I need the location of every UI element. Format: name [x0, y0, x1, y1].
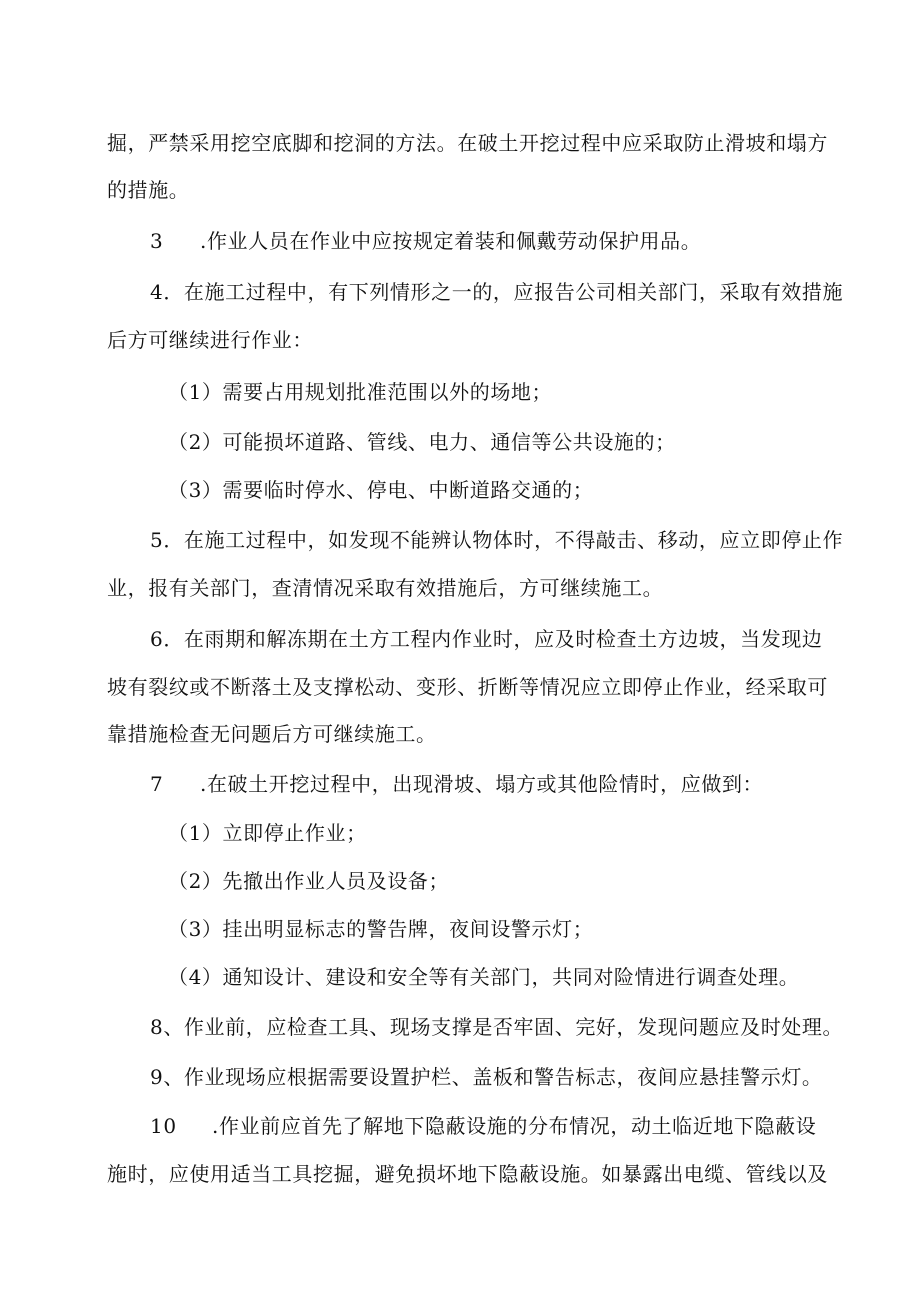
item-number: 3	[150, 229, 164, 253]
sub-item: （1）立即停止作业；	[168, 821, 367, 845]
paragraph-line: 坡有裂纹或不断落土及支撑松动、变形、折断等情况应立即停止作业，经采取可	[107, 675, 828, 699]
sub-item: （2）先撤出作业人员及设备；	[168, 869, 450, 893]
list-item-10	[150, 1113, 865, 1139]
list-item-6: 6．在雨期和解冻期在土方工程内作业时，应及时检查土方边坡，当发现边	[150, 627, 823, 651]
paragraph-line: 施时，应使用适当工具挖掘，避免损坏地下隐蔽设施。如暴露出电缆、管线以及	[107, 1162, 828, 1186]
item-number: 7	[150, 772, 164, 796]
sub-item: （2）可能损坏道路、管线、电力、通信等公共设施的；	[168, 430, 676, 454]
sub-item: （3）挂出明显标志的警告牌，夜间设警示灯；	[168, 917, 594, 941]
paragraph-line: 的措施。	[107, 178, 190, 202]
list-item-9: 9、作业现场应根据需要设置护栏、盖板和警告标志，夜间应悬挂警示灯。	[150, 1065, 823, 1089]
item-number: 10	[150, 1114, 177, 1138]
item-text: .作业人员在作业中应按规定着装和佩戴劳动保护用品。	[200, 229, 702, 253]
list-item-7	[150, 771, 865, 797]
paragraph-line: 靠措施检查无问题后方可继续施工。	[107, 722, 437, 746]
sub-item: （1）需要占用规划批准范围以外的场地；	[168, 380, 553, 404]
list-item-4: 4．在施工过程中，有下列情形之一的，应报告公司相关部门，采取有效措施	[150, 280, 844, 304]
paragraph-line: 后方可继续进行作业：	[107, 328, 313, 352]
item-text: .在破土开挖过程中，出现滑坡、塌方或其他险情时，应做到：	[200, 772, 764, 796]
list-item-5: 5．在施工过程中，如发现不能辨认物体时，不得敲击、移动，应立即停止作	[150, 528, 844, 552]
list-item-8: 8、作业前，应检查工具、现场支撑是否牢固、完好，发现问题应及时处理。	[150, 1015, 844, 1039]
list-item-3	[150, 228, 865, 254]
paragraph-line: 业，报有关部门，查清情况采取有效措施后，方可继续施工。	[107, 576, 664, 600]
item-text: .作业前应首先了解地下隐蔽设施的分布情况，动土临近地下隐蔽设	[212, 1114, 817, 1138]
sub-item: （3）需要临时停水、停电、中断道路交通的；	[168, 478, 594, 502]
sub-item: （4）通知设计、建设和安全等有关部门，共同对险情进行调查处理。	[168, 965, 800, 989]
paragraph-line: 掘，严禁采用挖空底脚和挖洞的方法。在破土开挖过程中应采取防止滑坡和塌方	[107, 131, 828, 155]
